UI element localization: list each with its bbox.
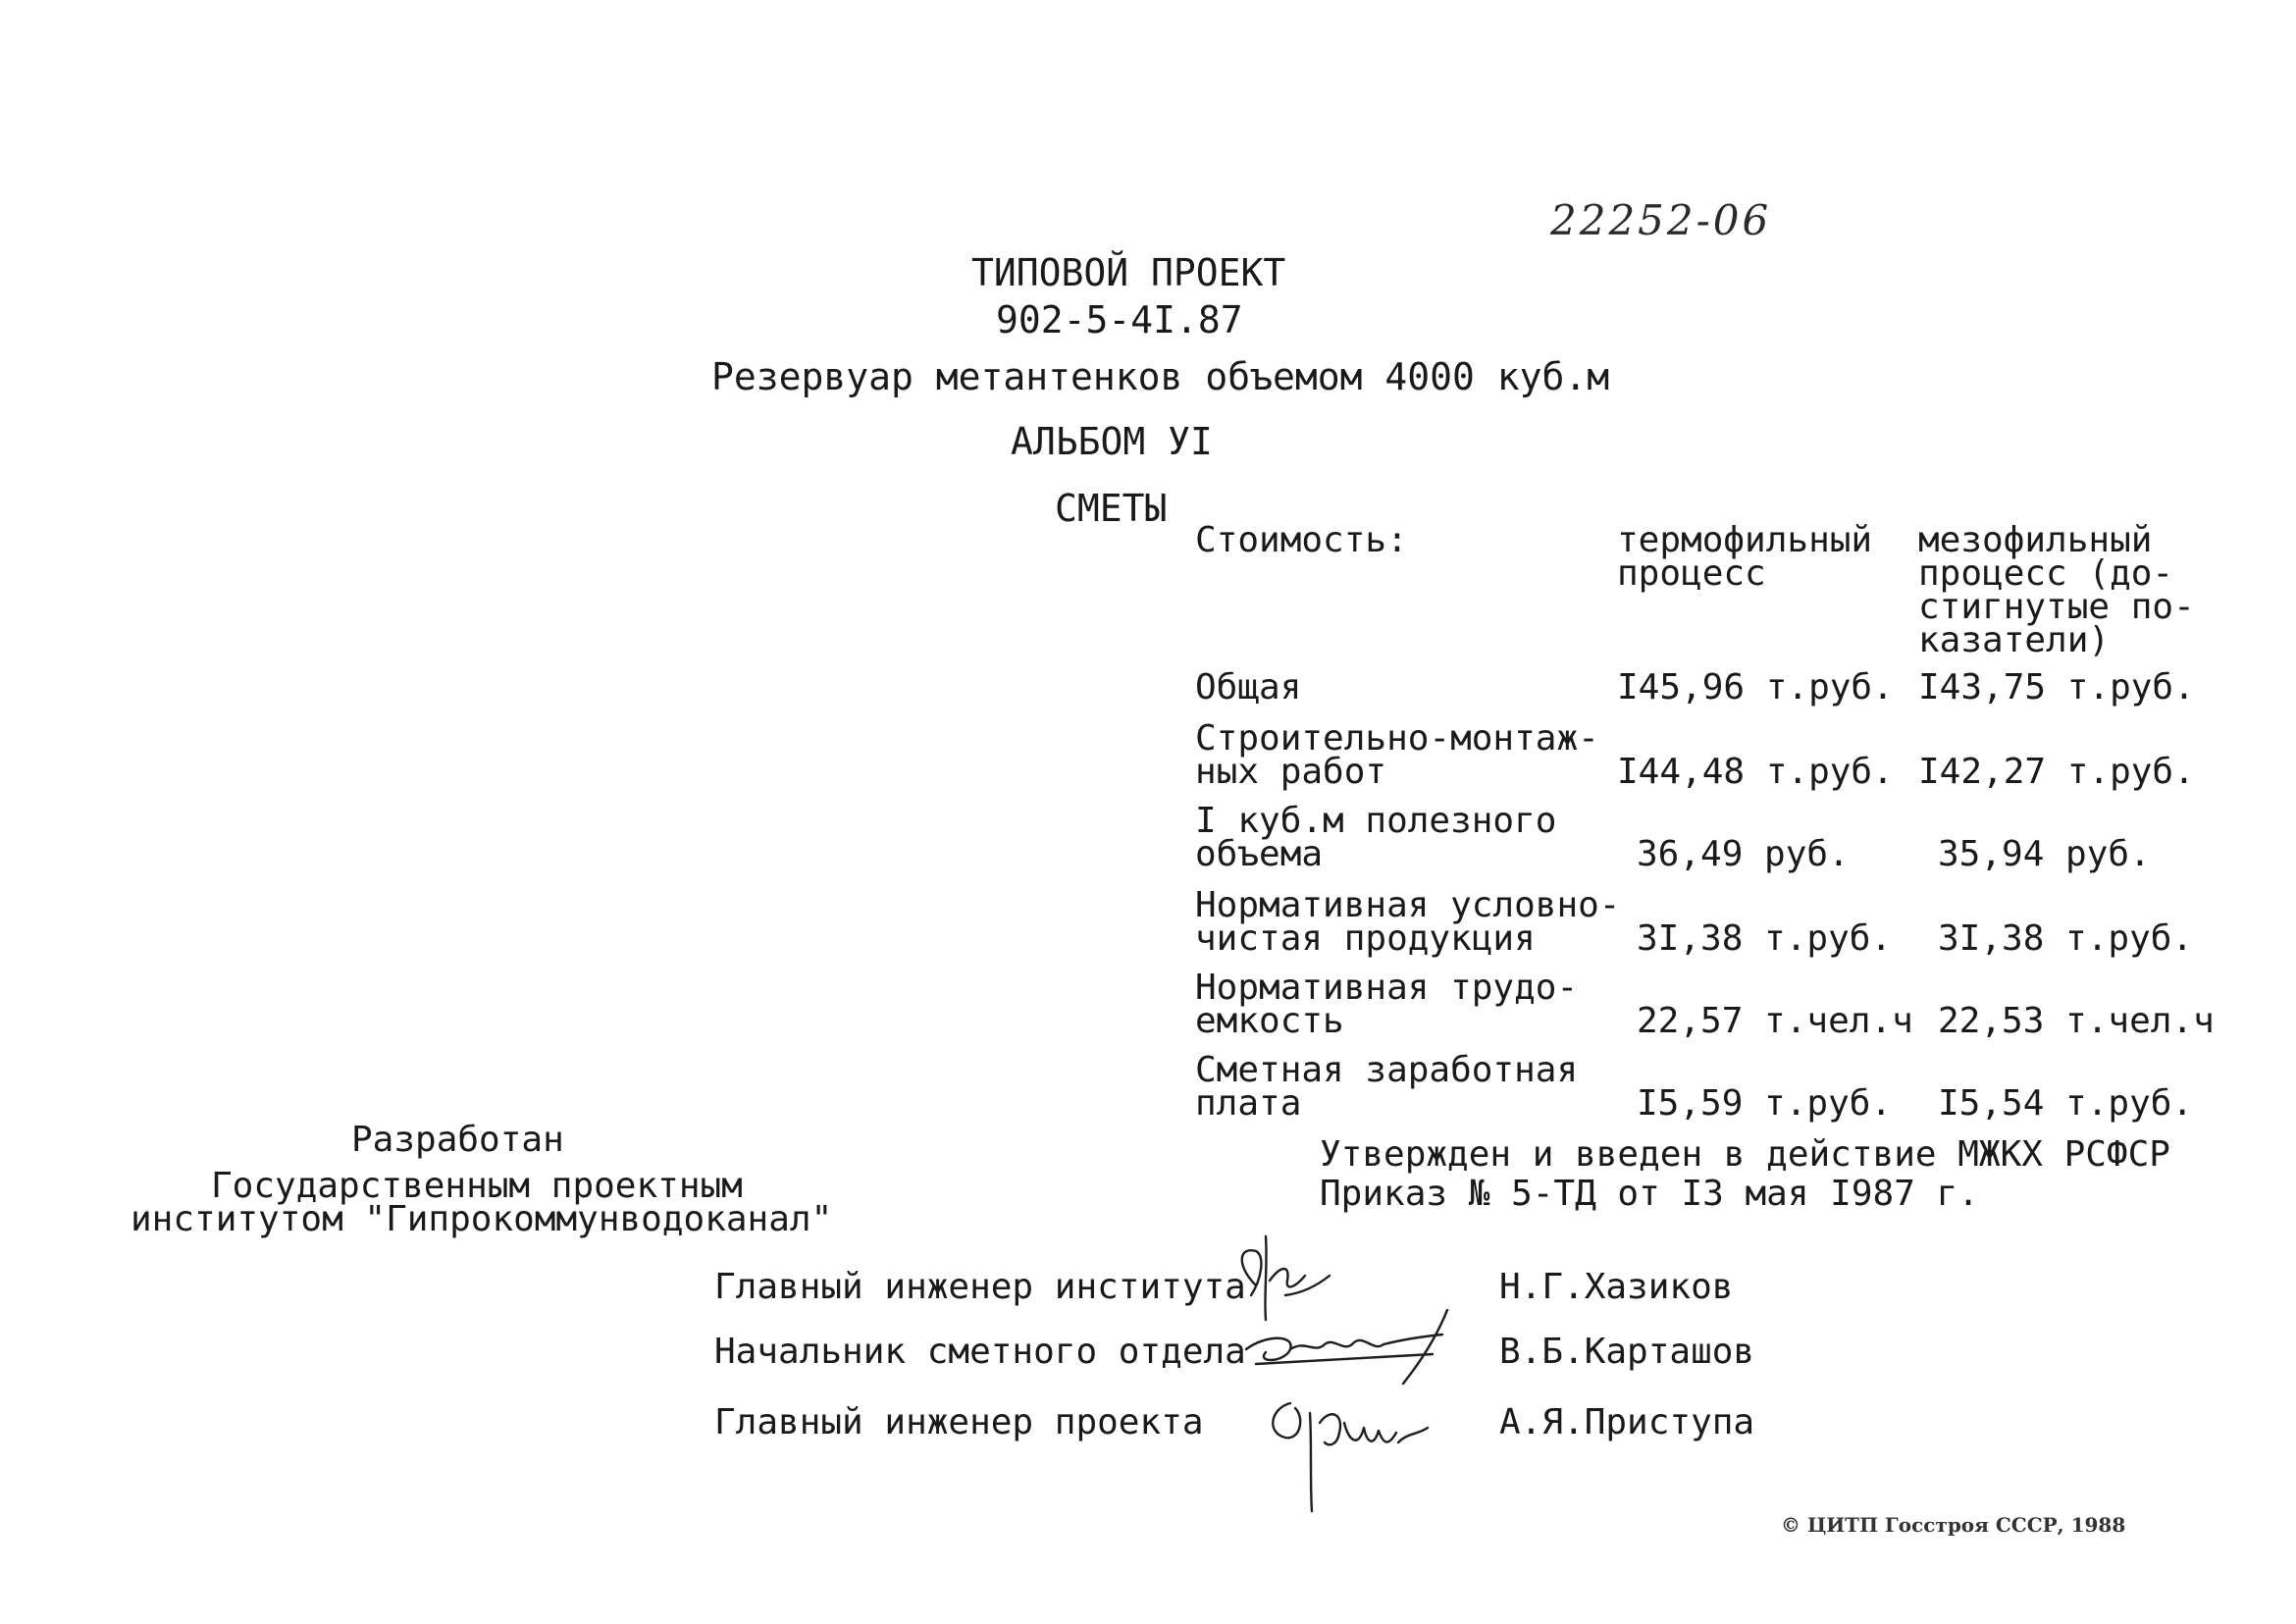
developer-line-3: институтом "Гипрокоммунводоканал" [130, 1199, 833, 1239]
cost-row-thermo: 22,57 т.чел.ч [1637, 1001, 1913, 1041]
cost-row-thermo: I5,59 т.руб. [1637, 1083, 1893, 1124]
approval-line-2: Приказ № 5-ТД от I3 мая I987 г. [1320, 1174, 1979, 1214]
footer-copyright: © ЦИТП Госстроя СССР, 1988 [1781, 1513, 2126, 1537]
signatory-name: Н.Г.Хазиков [1499, 1267, 1734, 1307]
project-type: ТИПОВОЙ ПРОЕКТ [971, 251, 1286, 294]
cost-row-label: Нормативная трудо- емкость [1195, 968, 1579, 1041]
cost-row-thermo: 36,49 руб. [1637, 834, 1850, 874]
signatory-position: Главный инженер института [714, 1267, 1246, 1307]
project-number: 902-5-4I.87 [996, 298, 1243, 341]
cost-row-meso: 3I,38 т.руб. [1938, 918, 2194, 959]
developer-line-1: Разработан [351, 1120, 564, 1160]
signatory-position: Начальник сметного отдела [714, 1332, 1246, 1372]
cost-row-thermo: 3I,38 т.руб. [1637, 918, 1893, 959]
cost-row-thermo: I45,96 т.руб. [1617, 667, 1894, 707]
album-label: АЛЬБОМ УI [1011, 420, 1213, 463]
signatory-position: Главный инженер проекта [714, 1402, 1204, 1442]
cost-header-thermo: термофильный процесс [1617, 520, 1873, 594]
cost-row-meso: I43,75 т.руб. [1918, 667, 2195, 707]
cost-row-label: I куб.м полезного объема [1195, 801, 1557, 874]
cost-row-meso: I5,54 т.руб. [1938, 1083, 2194, 1124]
signatory-name: А.Я.Приступа [1499, 1402, 1755, 1442]
cost-row-thermo: I44,48 т.руб. [1617, 752, 1894, 792]
cost-header-meso: мезофильный процесс (до- стигнутые по- казатели) [1918, 520, 2195, 660]
cost-row-meso: I42,27 т.руб. [1918, 752, 2195, 792]
handwritten-code: 22252-06 [1550, 196, 1772, 244]
project-name: Резервуар метантенков объемом 4000 куб.м [711, 355, 1610, 398]
cost-row-label: Общая [1195, 667, 1302, 707]
signature-chief-engineer-project [1251, 1374, 1447, 1521]
cost-row-meso: 22,53 т.чел.ч [1938, 1001, 2215, 1041]
cost-row-label: Строительно-монтаж- ных работ [1195, 718, 1599, 792]
signatory-name: В.Б.Карташов [1499, 1332, 1755, 1372]
cost-header-label: Стоимость: [1195, 520, 1408, 560]
approval-line-1: Утвержден и введен в действие МЖКХ РСФСР [1320, 1134, 2170, 1175]
developer-line-2: Государственным проектным [211, 1166, 743, 1206]
cost-row-label: Сметная заработная плата [1195, 1050, 1579, 1124]
section-label: СМЕТЫ [1055, 487, 1168, 530]
cost-row-label: Нормативная условно- чистая продукция [1195, 885, 1621, 959]
cost-row-meso: 35,94 руб. [1938, 834, 2151, 874]
